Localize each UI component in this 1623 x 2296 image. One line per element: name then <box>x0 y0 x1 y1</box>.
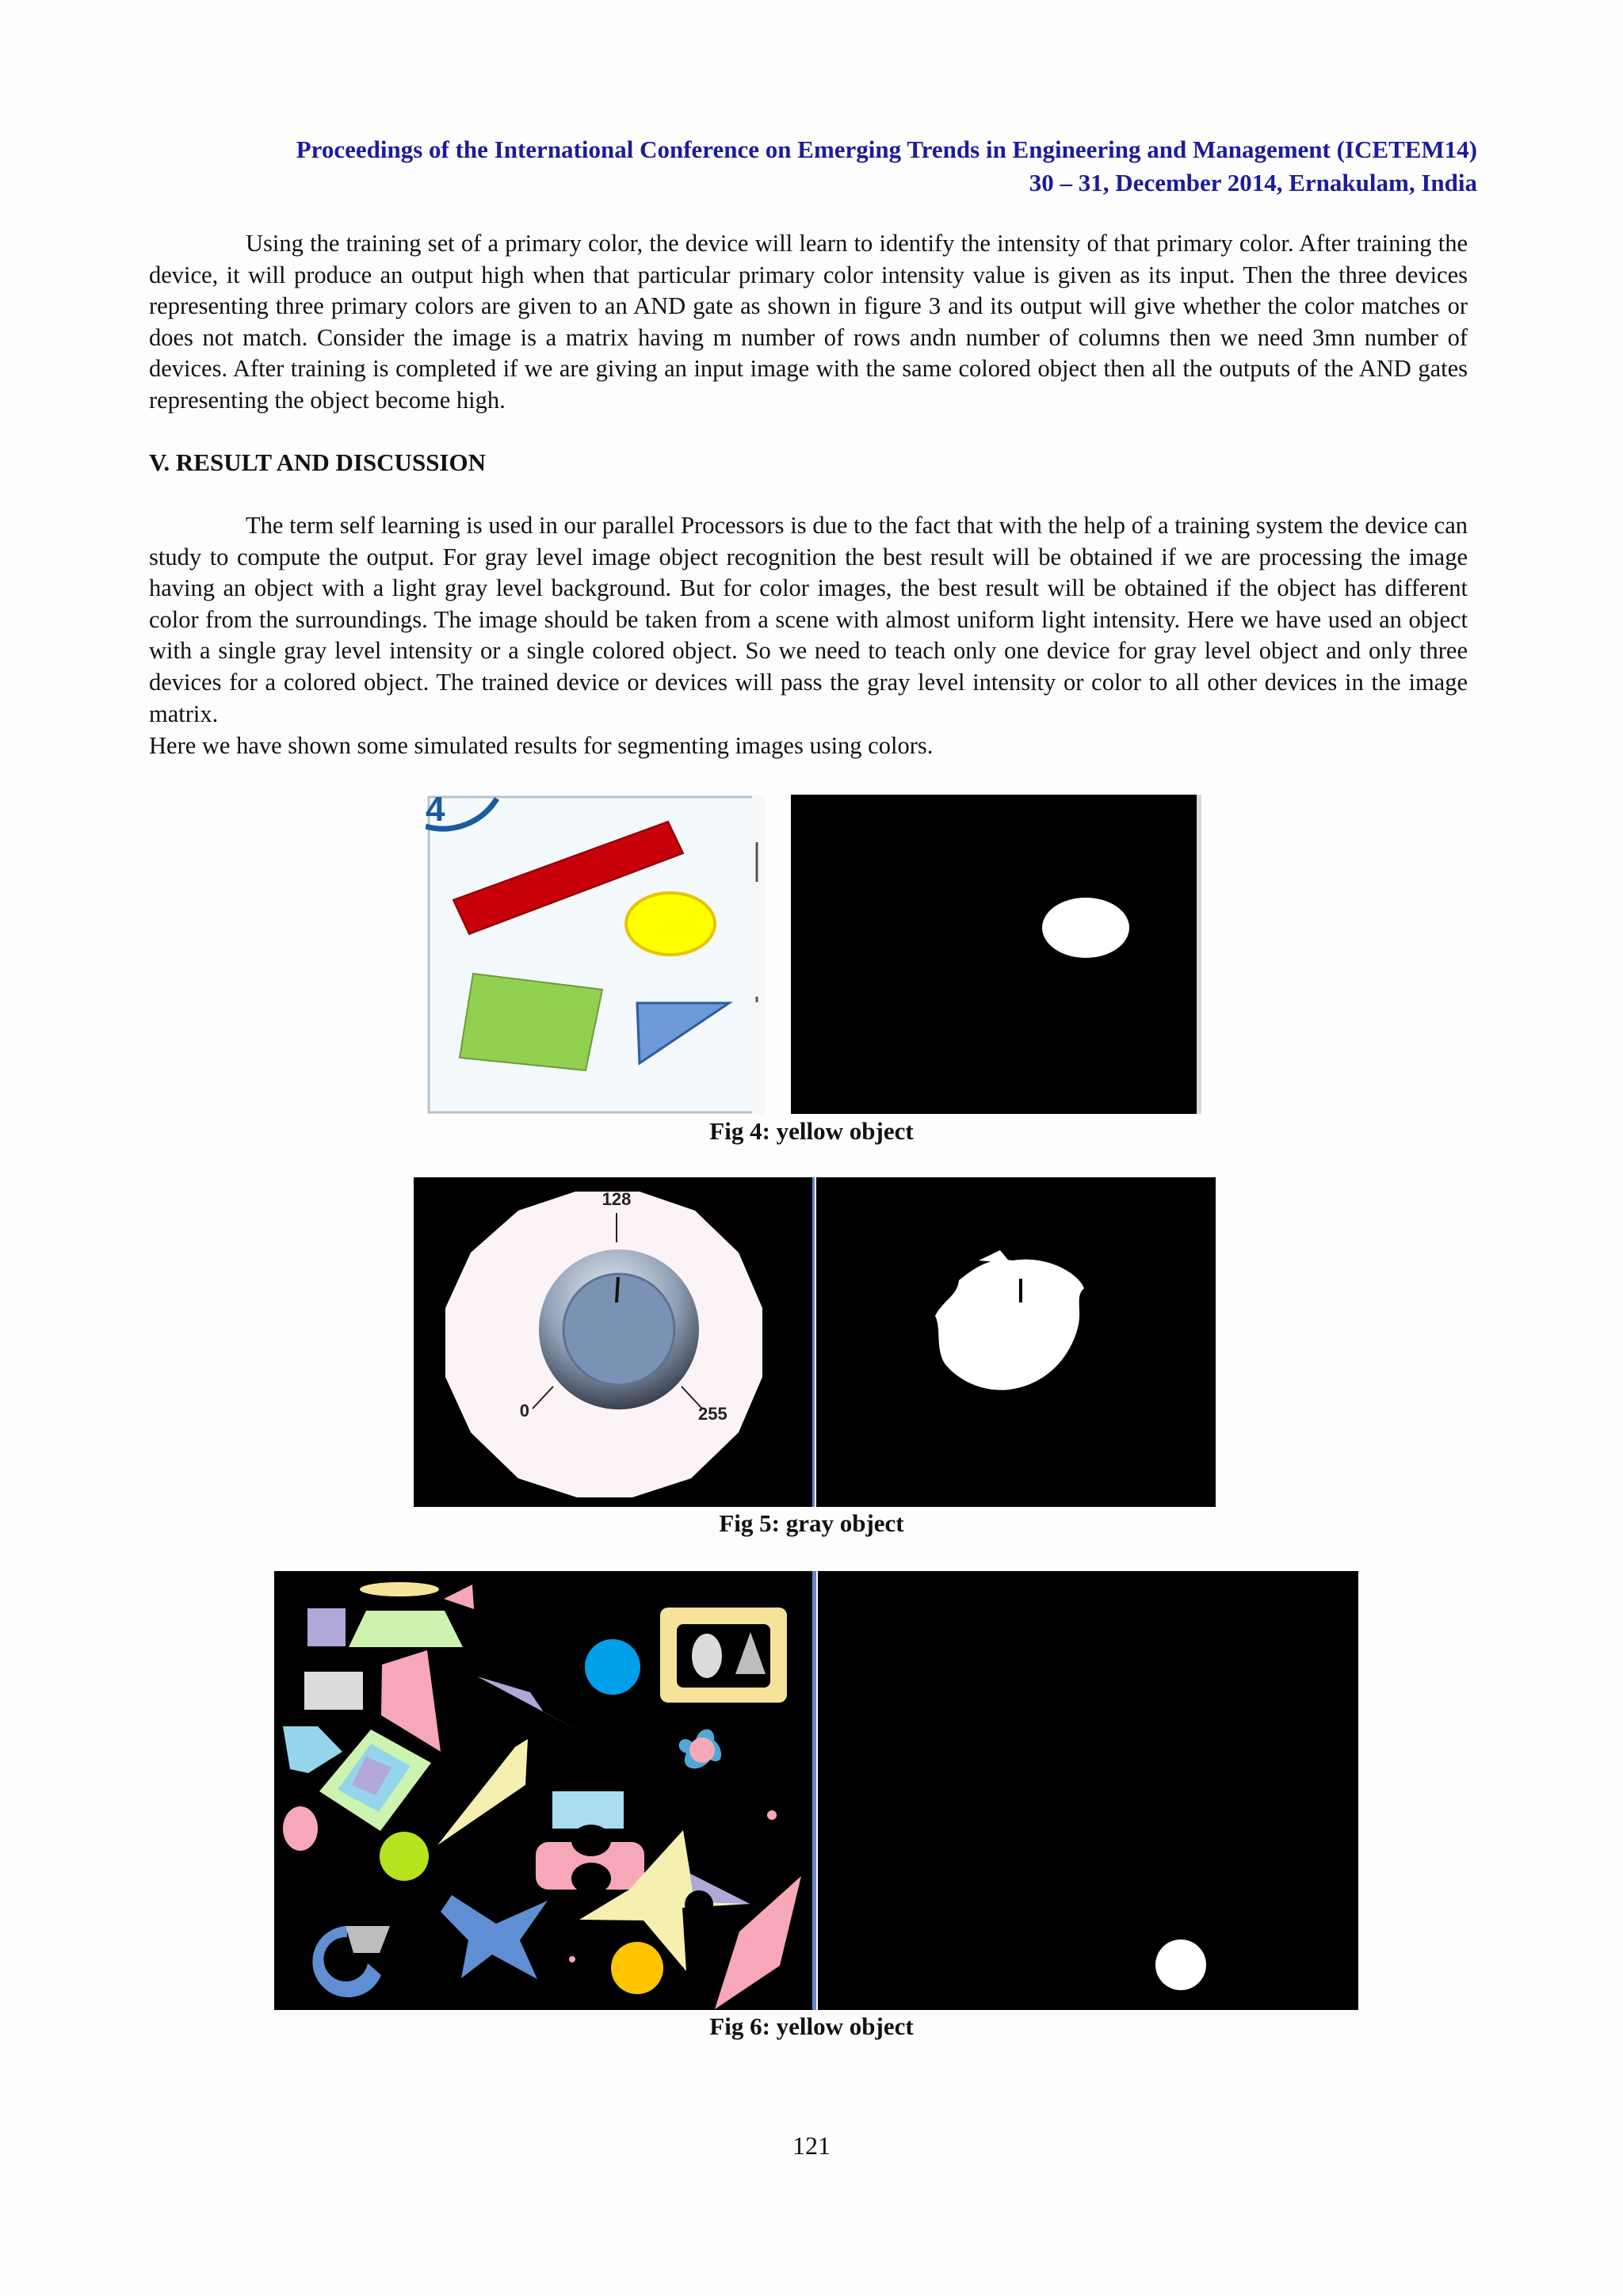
dial-label-128: 128 <box>601 1189 632 1209</box>
green-square-shape <box>460 974 602 1070</box>
dial-label-255: 255 <box>698 1404 727 1424</box>
yellow-circle-shape <box>626 893 715 955</box>
fig5-output-image <box>816 1177 1216 1507</box>
fig5-input-image <box>414 1177 815 1507</box>
page-number: 121 <box>792 2131 831 2160</box>
fig6-output-image <box>818 1571 1358 2010</box>
fig6-caption: Fig 6: yellow object <box>709 2012 914 2040</box>
paragraph-discussion-text: The term self learning is used in our parallel Processors is due to the fact that with the help of a training system the device can study to compute the output. For gray level image object recognition the best result will be obtained if we are processing the image having an object with a light gray level background. But for color images, the best result will be obtained if the object has different color from the surroundings. The image should be taken from a scene with almost uniform light intensity. Here we have used an object with a single gray level intensity or a single colored object. So we need to teach only one device for gray level object and only three devices for a colored object. The trained device or devices will pass the gray level intensity or color to all other devices in the image matrix. <box>149 512 1468 727</box>
header-conference-name: Proceedings of the International Conference on Emerging Trends in Engineering and Management (ICETEM14) <box>296 135 1477 163</box>
fig4-output-image <box>791 795 1201 1114</box>
paragraph-discussion <box>149 510 1468 730</box>
fig4-input-image <box>426 795 765 1114</box>
segmented-yellow-circle <box>1155 1939 1206 1990</box>
fig6-input-image <box>274 1571 816 2010</box>
section-title: V. RESULT AND DISCUSSION <box>149 448 486 476</box>
proceedings-header <box>143 133 1477 200</box>
paragraph-results-intro <box>149 730 1468 762</box>
header-date-location: 30 – 31, December 2014, Ernakulam, India <box>1029 169 1477 196</box>
fig4-caption: Fig 4: yellow object <box>709 1117 914 1145</box>
paragraph-training <box>149 228 1468 417</box>
segmented-yellow-blob <box>1042 898 1129 958</box>
fig4-badge-label: 4 <box>426 795 445 829</box>
dial-label-0: 0 <box>519 1401 529 1421</box>
yellow-circle-target <box>611 1942 663 1994</box>
paragraph-training-text: Using the training set of a primary color, the device will learn to identify the intensity of that primary color. After training the device, it will produce an output high when that particular primary color intensity value is given as its input. Then the three devices representing three primary colors are given to an AND gate as shown in figure 3 and its output will give whether the color matches or does not match. Consider the image is a matrix having m number of rows andn number of columns then we need 3mn number of devices. After training is completed if we are giving an input image with the same colored object then all the outputs of the AND gates representing the object become high. <box>149 230 1468 414</box>
paragraph-results-intro-text: Here we have shown some simulated results for segmenting images using colors. <box>149 732 934 759</box>
fig5-caption: Fig 5: gray object <box>719 1509 904 1537</box>
